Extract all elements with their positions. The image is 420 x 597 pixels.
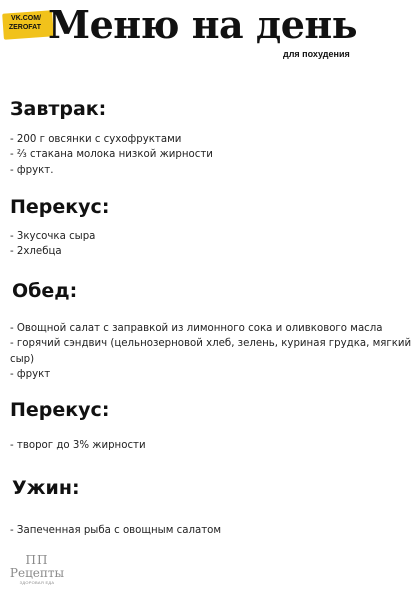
watermark-line-2: ZEROFAT xyxy=(8,24,41,31)
list-item: - творог до 3% жирности xyxy=(10,440,146,451)
meal-items-lunch xyxy=(10,321,415,382)
list-item: - ⅔ стакана молока низкой жирности xyxy=(10,149,213,161)
meal-items-breakfast xyxy=(10,132,213,178)
meal-title-lunch: Обед: xyxy=(12,280,78,302)
page-subtitle: для похудения xyxy=(283,49,350,59)
meal-title-snack-1: Перекус: xyxy=(10,196,110,218)
watermark-text xyxy=(7,14,41,32)
list-item: - Овощной салат с заправкой из лимонного сока и оливкового масла xyxy=(10,323,383,334)
list-item: - 2хлебца xyxy=(10,246,62,258)
brand-logo xyxy=(6,554,68,586)
list-item: - 3кусочка сыра xyxy=(10,231,96,242)
logo-tagline: ЗДОРОВАЯ ЕДА xyxy=(19,580,55,585)
meal-items-snack-1 xyxy=(10,229,95,260)
page-title: Меню на день xyxy=(48,2,358,47)
meal-title-snack-2: Перекус: xyxy=(10,399,110,421)
meal-title-dinner: Ужин: xyxy=(12,477,80,499)
logo-name: Рецепты xyxy=(9,566,65,580)
list-item: - горячий сэндвич (цельнозерновой хлеб, зелень, куриная грудка, мягкий сыр) xyxy=(10,338,412,365)
list-item: - фрукт xyxy=(10,368,51,380)
watermark-line-1: VK.COM/ xyxy=(11,15,41,22)
logo-mark: ПП xyxy=(25,553,49,567)
meal-title-breakfast: Завтрак: xyxy=(10,98,107,120)
meal-items-dinner xyxy=(10,523,221,538)
list-item: - Запеченная рыба с овощным салатом xyxy=(10,525,222,536)
meal-items-snack-2 xyxy=(10,438,146,453)
list-item: - 200 г овсянки с сухофруктами xyxy=(10,134,182,145)
list-item: - фрукт. xyxy=(10,164,54,176)
